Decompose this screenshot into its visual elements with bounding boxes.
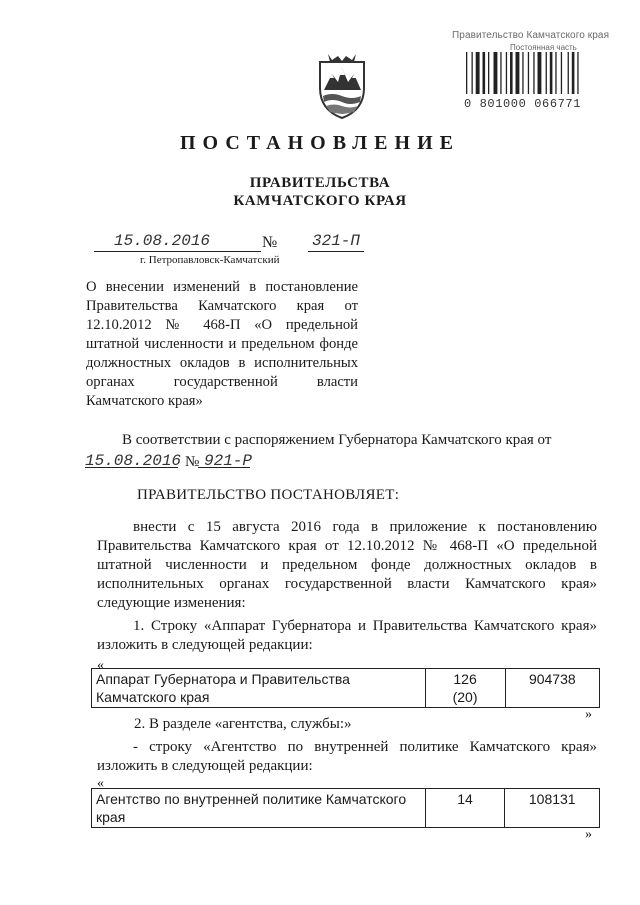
basis-number: 921-Р	[204, 452, 253, 470]
table-1-fund: 904738	[505, 669, 599, 708]
barcode-bar	[472, 52, 473, 94]
barcode-bar	[522, 52, 523, 94]
table-1-staff-extra: (20)	[452, 689, 478, 705]
open-quote-2: «	[97, 776, 104, 791]
main-paragraph-text: внести с 15 августа 2016 года в приложение к постановлению Правительства Камчатского края от 12.10.2012 № 468-П «О предельной штатной численности и предельном фонде должностных окладов в исполнительных органах государственной власти Камчатского края» следующие изменения:	[97, 519, 597, 611]
issuer-line-2: КАМЧАТСКОГО КРАЯ	[233, 193, 407, 209]
barcode-bar	[476, 52, 480, 94]
table-row	[92, 669, 600, 708]
table-1-staff	[425, 669, 505, 708]
barcode-bar	[546, 52, 547, 94]
barcode-bar	[483, 52, 486, 94]
document-subject: О внесении изменений в постановление Правительства Камчатского края от 12.10.2012 № 468-П «О предельной штатной численности и предельном фонде должностных окладов в исполнительных органах государственной власти Камчатского края»	[86, 279, 358, 409]
barcode-bar	[538, 52, 542, 94]
number-sign: №	[262, 234, 278, 251]
barcode-bar	[506, 52, 507, 94]
barcode-bar	[528, 52, 529, 94]
issuer-line-1: ПРАВИТЕЛЬСТВА	[249, 175, 391, 191]
barcode-bar	[572, 52, 575, 94]
barcode-bar	[555, 52, 556, 94]
item-1-text: 1. Строку «Аппарат Губернатора и Правительства Камчатского края» изложить в следующей редакции:	[97, 618, 597, 653]
barcode-bar	[466, 52, 467, 94]
item-2-sub	[97, 738, 597, 776]
table-1	[91, 668, 600, 708]
barcode-sublabel: Постоянная часть	[510, 43, 577, 52]
item-1	[97, 617, 597, 655]
table-2-fund: 108131	[505, 789, 600, 828]
barcode-bar	[550, 52, 553, 94]
basis-number-underline	[198, 467, 250, 468]
item-2: 2. В разделе «агентства, службы:»	[134, 716, 352, 732]
barcode-bar	[568, 52, 569, 94]
table-row	[92, 789, 600, 828]
table-1-name: Аппарат Губернатора и Правительства Камчатского края	[92, 669, 426, 708]
kamchatka-emblem	[314, 48, 370, 120]
close-quote-2: »	[585, 827, 592, 842]
barcode-bar	[500, 52, 501, 94]
barcode-bar	[533, 52, 534, 94]
document-city: г. Петропавловск-Камчатский	[140, 254, 280, 266]
main-paragraph	[97, 518, 597, 613]
barcode-bar	[510, 52, 513, 94]
barcode-bar	[577, 52, 578, 94]
document-type: ПОСТАНОВЛЕНИЕ	[180, 132, 460, 154]
resolves-heading: ПРАВИТЕЛЬСТВО ПОСТАНОВЛЯЕТ:	[137, 487, 400, 503]
table-2	[91, 788, 600, 828]
open-quote-1: «	[97, 658, 104, 673]
barcode-bar	[488, 52, 489, 94]
basis-date: 15.08.2016	[85, 452, 182, 470]
government-header-label: Правительство Камчатского края	[452, 30, 610, 41]
table-2-staff: 14	[425, 789, 505, 828]
basis-text: В соответствии с распоряжением Губернатора Камчатского края от	[122, 432, 552, 448]
barcode-bar	[494, 52, 498, 94]
item-2-sub-text: - строку «Агентство по внутренней политике Камчатского края» изложить в следующей редакции:	[97, 739, 597, 774]
document-number: 321-П	[312, 232, 361, 250]
table-2-name: Агентство по внутренней политике Камчатского края	[92, 789, 426, 828]
barcode-bar	[516, 52, 520, 94]
close-quote-1: »	[585, 707, 592, 722]
document-date: 15.08.2016	[114, 232, 211, 250]
basis-date-underline	[85, 467, 178, 468]
basis-number-sign: №	[185, 454, 200, 470]
barcode-bar	[561, 52, 562, 94]
barcode-number: 0 801000 066771	[464, 97, 582, 111]
table-1-staff-value: 126	[453, 671, 477, 687]
